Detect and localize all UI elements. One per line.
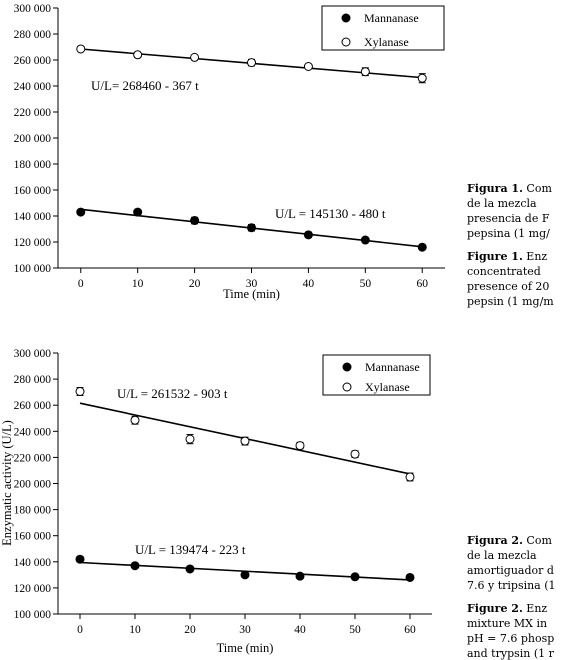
mannanase-point: [77, 208, 85, 216]
mannanase-point: [131, 562, 139, 570]
x-axis-title: Time (min): [216, 641, 274, 655]
caption-text: Com: [522, 182, 552, 195]
legend-marker: [343, 363, 351, 371]
caption-line: [467, 227, 550, 240]
x-tick-label: 30: [239, 624, 251, 636]
x-tick-label: 10: [131, 278, 144, 290]
legend-label: Mannanase: [365, 360, 420, 374]
xylanase-point: [134, 51, 142, 59]
caption-text: amortiguador d: [467, 564, 554, 577]
mannanase-point: [406, 573, 414, 581]
figure-captions: [467, 182, 556, 660]
caption-line: [467, 579, 556, 592]
x-axis-title: Time (min): [223, 287, 280, 301]
y-tick-label: 260 000: [13, 55, 51, 67]
xylanase-point: [248, 59, 256, 67]
xylanase-point: [418, 74, 426, 82]
y-tick-label: 240 000: [13, 81, 51, 93]
xylanase-point: [361, 68, 369, 76]
caption-line: [467, 295, 554, 308]
fit-equation-label: U/L= 268460 - 367 t: [91, 78, 199, 93]
caption-line: [467, 647, 555, 660]
y-tick-label: 220 000: [13, 452, 51, 465]
caption-text: Enz: [522, 602, 548, 615]
legend-label: Mannanase: [364, 11, 419, 25]
mannanase-point: [418, 243, 426, 251]
caption-text: and trypsin (1 r: [467, 647, 554, 660]
legend-marker: [342, 14, 350, 22]
xylanase-point: [406, 473, 414, 481]
x-tick-label: 0: [77, 624, 83, 636]
mannanase-point: [361, 236, 369, 244]
legend-label: Xylanase: [365, 380, 410, 394]
y-tick-label: 280 000: [13, 29, 51, 41]
xylanase-point: [191, 53, 199, 61]
caption-line: [467, 632, 554, 645]
y-tick-label: 200 000: [13, 478, 51, 491]
chart-2: [0, 348, 432, 655]
y-axis-title: Enzymatic activity (U/L): [0, 420, 14, 546]
y-tick-label: 260 000: [13, 400, 51, 413]
legend-marker: [342, 38, 350, 46]
y-tick-label: 180 000: [13, 504, 51, 517]
fit-equation-label: U/L = 261532 - 903 t: [117, 386, 228, 401]
y-tick-label: 200 000: [13, 133, 51, 145]
fit-equation-label: U/L = 145130 - 480 t: [275, 206, 386, 221]
caption-line: [467, 602, 547, 615]
xylanase-point: [131, 416, 139, 424]
caption-line: [467, 265, 541, 278]
x-tick-label: 50: [349, 624, 361, 636]
y-tick-label: 240 000: [13, 426, 51, 439]
xylanase-point: [351, 450, 359, 458]
fit-equation-label: U/L = 139474 - 223 t: [135, 542, 246, 557]
y-tick-label: 160 000: [13, 530, 51, 543]
caption-text: Enz: [522, 250, 548, 263]
xylanase-point: [241, 437, 249, 445]
x-tick-label: 20: [188, 278, 201, 290]
caption-text: mixture MX in: [467, 617, 548, 630]
caption-line: [467, 564, 554, 577]
y-tick-label: 280 000: [13, 374, 51, 387]
x-tick-label: 0: [77, 278, 84, 290]
caption-text: presence of 20: [467, 280, 550, 293]
y-tick-label: 100 000: [13, 609, 51, 621]
mannanase-point: [304, 231, 312, 239]
caption-figure-label: Figura 2.: [467, 534, 523, 547]
xylanase-point: [76, 387, 84, 395]
y-tick-label: 300 000: [13, 348, 51, 360]
x-tick-label: 10: [129, 624, 141, 636]
y-tick-label: 220 000: [13, 107, 51, 119]
mannanase-point: [186, 565, 194, 573]
caption-line: [467, 212, 550, 225]
caption-line: [467, 197, 537, 210]
y-tick-label: 120 000: [13, 237, 51, 249]
caption-line: [467, 250, 547, 263]
caption-text: pepsin (1 mg/m: [467, 295, 554, 308]
legend-marker: [343, 383, 351, 391]
caption-line: [467, 549, 537, 562]
caption-line: [467, 280, 549, 293]
xylanase-point: [77, 45, 85, 53]
caption-line: [467, 182, 552, 195]
x-tick-label: 30: [245, 278, 258, 290]
caption-text: de la mezcla: [467, 549, 537, 562]
y-tick-label: 120 000: [13, 582, 51, 595]
chart-1: [14, 3, 445, 301]
x-tick-label: 40: [294, 624, 306, 636]
caption-figure-label: Figure 1.: [467, 250, 523, 263]
caption-text: pH = 7.6 phosp: [467, 632, 555, 645]
caption-figure-label: Figura 1.: [467, 182, 523, 195]
caption-text: 7.6 y tripsina (1: [467, 579, 556, 592]
x-tick-label: 60: [416, 278, 428, 290]
caption-text: pepsina (1 mg/: [467, 227, 550, 240]
y-tick-label: 180 000: [13, 159, 51, 171]
xylanase-point: [304, 63, 312, 71]
caption-text: Com: [522, 534, 552, 547]
caption-text: presencia de F: [467, 212, 550, 225]
caption-text: concentrated: [467, 265, 541, 278]
legend-label: Xylanase: [364, 35, 409, 49]
mannanase-point: [241, 571, 249, 579]
x-tick-label: 50: [359, 278, 372, 290]
mannanase-point: [76, 555, 84, 563]
caption-text: de la mezcla: [467, 197, 537, 210]
y-tick-label: 100 000: [13, 263, 51, 275]
y-tick-label: 160 000: [13, 185, 51, 197]
xylanase-point: [186, 435, 194, 443]
caption-line: [467, 534, 552, 547]
mannanase-point: [248, 224, 256, 232]
mannanase-point: [351, 573, 359, 581]
y-tick-label: 140 000: [13, 556, 51, 569]
y-tick-label: 300 000: [13, 3, 51, 15]
x-tick-label: 20: [184, 624, 196, 636]
xylanase-point: [296, 442, 304, 450]
mannanase-point: [296, 572, 304, 580]
caption-figure-label: Figure 2.: [467, 602, 523, 615]
x-tick-label: 60: [404, 624, 416, 636]
y-tick-label: 140 000: [13, 211, 51, 223]
caption-line: [467, 617, 547, 630]
mannanase-point: [134, 208, 142, 216]
mannanase-point: [191, 217, 199, 225]
x-tick-label: 40: [302, 278, 315, 290]
